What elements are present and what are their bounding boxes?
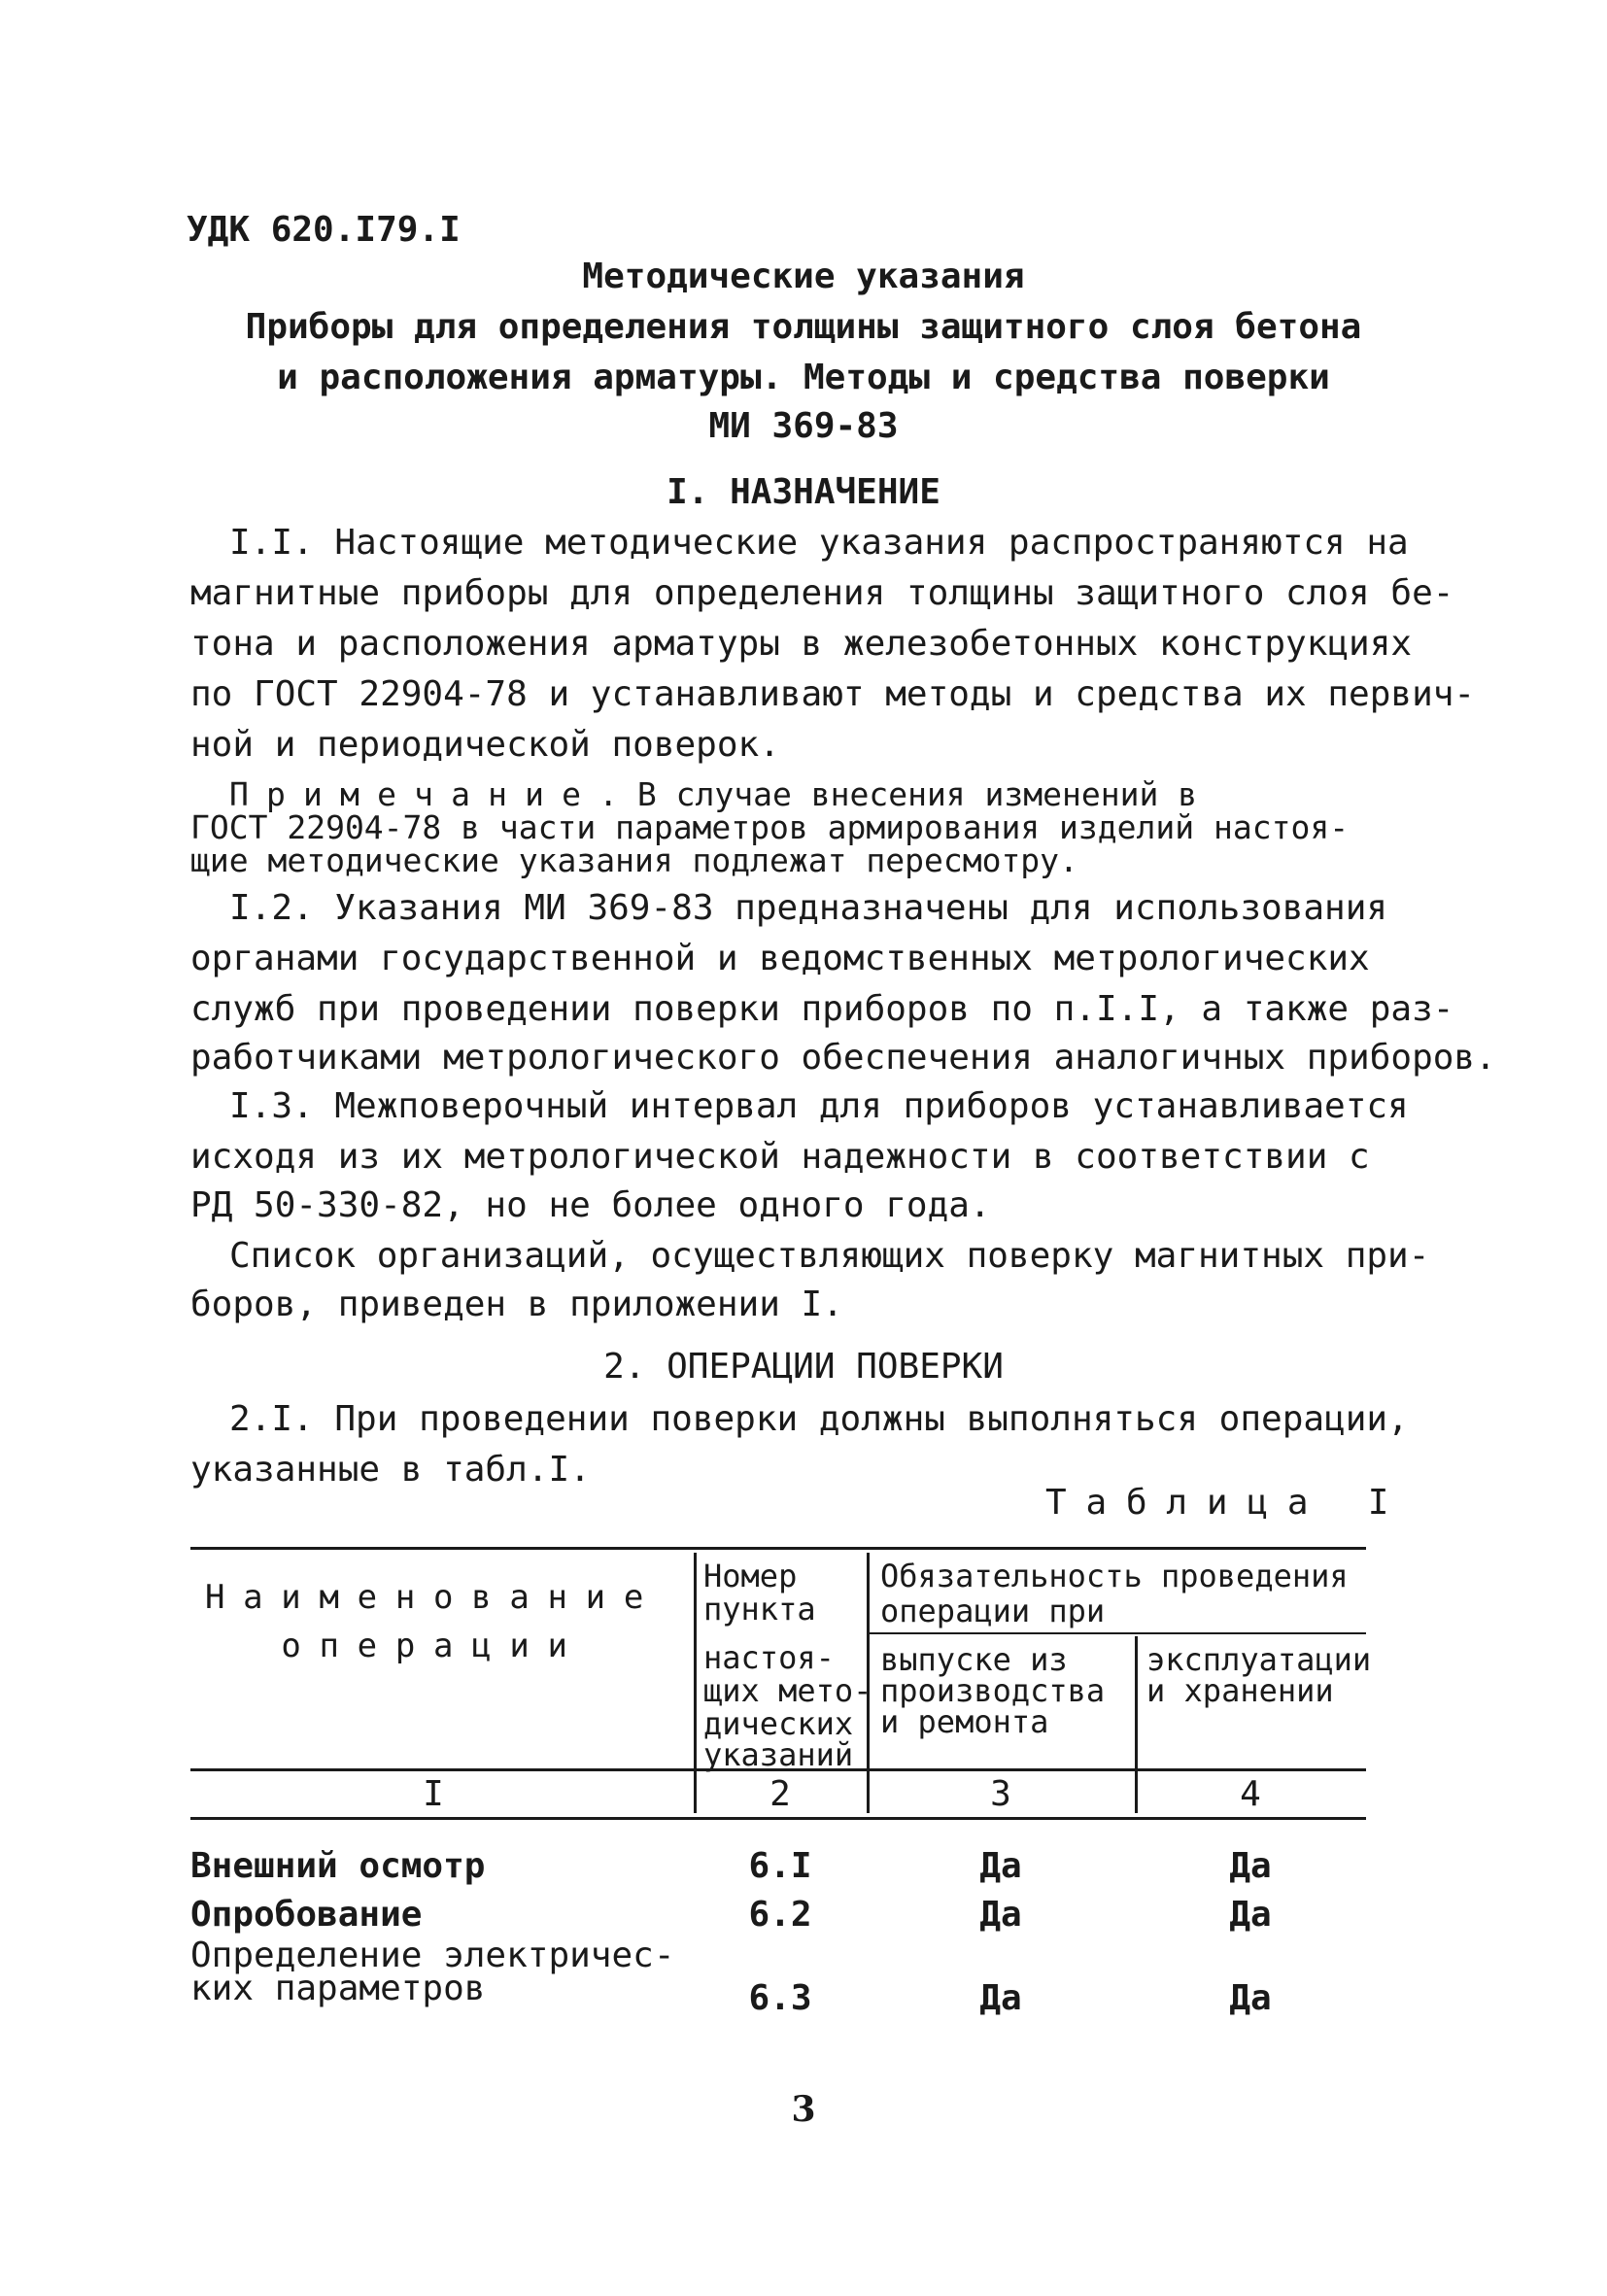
table-cell-item: 6.I — [748, 1846, 812, 1886]
paragraph-1-1-line-2: магнитные приборы для определения толщины защитного слоя бе- — [190, 573, 1454, 613]
table-header-item-line-3: настоя- — [703, 1639, 835, 1676]
table-cell-release: Да — [979, 1895, 1022, 1935]
table-header-item-line-2: пункта — [703, 1591, 816, 1628]
paragraph-1-3-line-1: I.3. Межповерочный интервал для приборов устанавливается — [229, 1086, 1409, 1126]
document-type: Методические указания — [582, 257, 1025, 296]
note-line-2: ГОСТ 22904-78 в части параметров армирования изделий настоя- — [190, 808, 1350, 846]
paragraph-2-1-line-1: 2.I. При проведении поверки должны выполняться операции, — [229, 1399, 1409, 1439]
table-cell-operation-name-line-2: ких параметров — [190, 1969, 486, 2008]
table-cell-operation-name-line-1: Определение электричес- — [190, 1936, 675, 1975]
table-header-name-line-2: операции — [281, 1627, 586, 1665]
table-cell-operation-name: Опробование — [190, 1895, 423, 1935]
table-header-item-line-5: дических — [703, 1705, 854, 1742]
table-cell-operation: Да — [1229, 1895, 1272, 1935]
table-cell-operation: Да — [1229, 1978, 1272, 2018]
paragraph-1-2-line-3: служб при проведении поверки приборов по п.I.I, а также раз- — [190, 989, 1454, 1029]
table-group-rule — [870, 1632, 1366, 1634]
note-label: Примечание — [229, 775, 599, 813]
section-1-heading: I. НАЗНАЧЕНИЕ — [667, 472, 940, 512]
note-line-3: щие методические указания подлежат пересмотру. — [190, 841, 1078, 879]
title-line-2: и расположения арматуры. Методы и средства поверки — [277, 358, 1330, 397]
document-code: МИ 369-83 — [708, 406, 899, 446]
table-header-release-line-3: и ремонта — [880, 1703, 1049, 1740]
paragraph-1-1-line-4: по ГОСТ 22904-78 и устанавливают методы и средства их первич- — [190, 674, 1476, 714]
table-header-operation-line-1: эксплуатации — [1146, 1641, 1372, 1678]
paragraph-1-3-line-3: РД 50-330-82, но не более одного года. — [190, 1185, 991, 1225]
paragraph-1-3-line-2: исходя из их метрологической надежности в соответствии с — [190, 1137, 1370, 1177]
title-line-1: Приборы для определения толщины защитного слоя бетона — [245, 307, 1362, 347]
table-header-item-line-1: Номер — [703, 1558, 798, 1594]
udk-code: УДК 620.I79.I — [187, 210, 461, 250]
table-column-number-rule — [190, 1817, 1366, 1820]
table-header-release-line-1: выпуске из — [880, 1641, 1068, 1678]
paragraph-2-1-line-2: указанные в табл.I. — [190, 1450, 591, 1490]
table-caption: Таблица I — [1045, 1483, 1409, 1523]
page-number: 3 — [791, 2089, 816, 2130]
table-cell-item: 6.2 — [748, 1895, 812, 1935]
note-line-1-text: . В случае внесения изменений в — [598, 775, 1198, 813]
table-header-release-line-2: производства — [880, 1672, 1106, 1709]
section-2-heading: 2. ОПЕРАЦИИ ПОВЕРКИ — [603, 1347, 1004, 1387]
paragraph-1-1-line-3: тона и расположения арматуры в железобетонных конструкциях — [190, 624, 1413, 664]
group-header-text: операции при — [880, 1593, 1106, 1629]
table-top-rule — [190, 1547, 1366, 1550]
table-cell-item: 6.3 — [748, 1978, 812, 2018]
table-cell-release: Да — [979, 1846, 1022, 1886]
paragraph-1-2-line-1: I.2. Указания МИ 369-83 предназначены для использования — [229, 888, 1388, 928]
table-cell-operation: Да — [1229, 1846, 1272, 1886]
note-line-1 — [229, 777, 1197, 812]
paragraph-1-2-line-2: органами государственной и ведомственных метрологических — [190, 939, 1370, 978]
table-header-item-line-6: указаний — [703, 1736, 854, 1773]
paragraph-1-1-line-5: ной и периодической поверок. — [190, 725, 780, 765]
table-cell-operation-name: Внешний осмотр — [190, 1846, 486, 1886]
paragraph-1-2-line-4: работчиками метрологического обеспечения аналогичных приборов. — [190, 1038, 1496, 1078]
table-col-number-3: 3 — [990, 1774, 1011, 1814]
table-col-number-1: I — [423, 1774, 444, 1814]
paragraph-orgs-line-1: Список организаций, осуществляющих поверку магнитных при- — [229, 1236, 1430, 1276]
table-header-item-line-4: щих мето- — [703, 1672, 872, 1709]
table-header-group-line-2 — [880, 1593, 1105, 1628]
table-header-name-line-1: Наименование — [204, 1578, 663, 1617]
paragraph-1-1-line-1: I.I. Настоящие методические указания распространяются на — [229, 523, 1409, 563]
paragraph-orgs-line-2: боров, приведен в приложении I. — [190, 1285, 843, 1324]
table-header-operation-line-2: и хранении — [1146, 1672, 1334, 1709]
table-col-number-2: 2 — [769, 1774, 791, 1814]
table-col-number-4: 4 — [1240, 1774, 1261, 1814]
table-cell-release: Да — [979, 1978, 1022, 2018]
table-header-group-line-1: Обязательность проведения — [880, 1558, 1349, 1594]
